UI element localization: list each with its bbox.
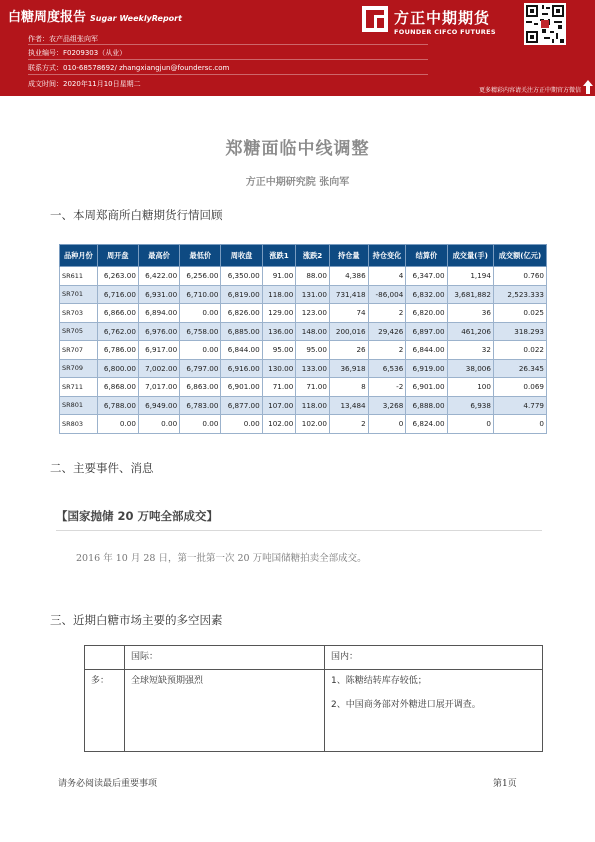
news-divider: [56, 530, 542, 531]
table-row: [85, 646, 543, 670]
contract-code-cell: SR707: [60, 341, 98, 360]
section-heading-events: 二、主要事件、消息: [50, 461, 154, 475]
table-cell: 4,386: [329, 267, 368, 286]
table-cell: 118.00: [296, 396, 330, 415]
table-cell: 461,206: [447, 322, 493, 341]
row-label-bullish: 多：: [85, 670, 125, 752]
contract-code-cell: SR709: [60, 359, 98, 378]
page-subtitle: 方正中期研究院 张向军: [245, 177, 350, 188]
table-cell: 6,263.00: [97, 267, 138, 286]
table-cell: 88.00: [296, 267, 330, 286]
table-cell: 0.00: [138, 415, 179, 434]
table-cell: 200,016: [329, 322, 368, 341]
intl-factor: [125, 670, 325, 752]
table-cell: 6,824.00: [406, 415, 447, 434]
table-cell: 107.00: [262, 396, 296, 415]
table-cell: 0: [368, 415, 406, 434]
table-cell: 6,938: [447, 396, 493, 415]
table-cell: 0.025: [493, 304, 546, 323]
col-header: 涨跌2: [296, 245, 330, 267]
table-cell: 32: [447, 341, 493, 360]
table-cell: 2: [368, 341, 406, 360]
table-cell: 2: [368, 304, 406, 323]
table-cell: 6,916.00: [221, 359, 262, 378]
company-logo: [362, 6, 512, 40]
table-cell: 0.760: [493, 267, 546, 286]
table-cell: 6,788.00: [97, 396, 138, 415]
table-cell: 131.00: [296, 285, 330, 304]
table-cell: 130.00: [262, 359, 296, 378]
table-cell: 6,866.00: [97, 304, 138, 323]
table-cell: 100: [447, 378, 493, 397]
section-heading-factors: 三、近期白糖市场主要的多空因素: [50, 613, 223, 627]
col-header: 成交量(手): [447, 245, 493, 267]
report-title: [8, 6, 182, 25]
table-cell: 6,762.00: [97, 322, 138, 341]
table-cell: 133.00: [296, 359, 330, 378]
table-cell: 1,194: [447, 267, 493, 286]
header-divider: [28, 44, 428, 45]
contract-code-cell: SR701: [60, 285, 98, 304]
col-header: 品种月份: [60, 245, 98, 267]
table-cell: 0.00: [180, 304, 221, 323]
report-title-en: Sugar WeeklyReport: [90, 14, 182, 23]
table-cell: 26: [329, 341, 368, 360]
table-row: [60, 341, 547, 360]
table-cell: 6,826.00: [221, 304, 262, 323]
col-header: 最低价: [180, 245, 221, 267]
founder-logo-icon: [362, 6, 388, 32]
table-cell: 7,017.00: [138, 378, 179, 397]
table-cell: 6,783.00: [180, 396, 221, 415]
table-cell: 6,716.00: [97, 285, 138, 304]
table-cell: 6,976.00: [138, 322, 179, 341]
table-cell: 26.345: [493, 359, 546, 378]
table-cell: 36,918: [329, 359, 368, 378]
table-cell: 3,681,882: [447, 285, 493, 304]
table-cell: 6,885.00: [221, 322, 262, 341]
table-cell: 6,877.00: [221, 396, 262, 415]
table-cell: 6,844.00: [406, 341, 447, 360]
table-cell: 29,426: [368, 322, 406, 341]
table-cell: 4.779: [493, 396, 546, 415]
news-body: 2016 年 10 月 28 日，第一批第一次 20 万吨国储糖拍卖全部成交。: [76, 553, 367, 564]
table-row: [60, 304, 547, 323]
table-cell: 6,868.00: [97, 378, 138, 397]
table-cell: 74: [329, 304, 368, 323]
contract-code-cell: SR801: [60, 396, 98, 415]
table-cell: 6,422.00: [138, 267, 179, 286]
logo-name-en: FOUNDER CIFCO FUTURES: [394, 28, 496, 36]
col-header-international: 国际：: [125, 646, 325, 670]
table-cell: 6,844.00: [221, 341, 262, 360]
table-cell: 6,949.00: [138, 396, 179, 415]
table-row: [60, 285, 547, 304]
table-cell: 6,917.00: [138, 341, 179, 360]
table-cell: 0: [493, 415, 546, 434]
table-cell: 71.00: [296, 378, 330, 397]
footer-disclaimer: 请务必阅读最后重要事项: [58, 779, 158, 789]
report-header: [0, 0, 595, 96]
table-cell: 6,820.00: [406, 304, 447, 323]
table-cell: -2: [368, 378, 406, 397]
report-title-cn: 白糖周度报告: [8, 10, 87, 25]
col-header: 成交额(亿元): [493, 245, 546, 267]
table-cell: 102.00: [262, 415, 296, 434]
domestic-factor-item: 1、陈糖结转库存较低；: [331, 676, 427, 686]
news-headline: 【国家抛储 20 万吨全部成交】: [56, 509, 219, 523]
domestic-factors: [325, 670, 543, 752]
col-header: 结算价: [406, 245, 447, 267]
table-cell: 0.00: [221, 415, 262, 434]
table-cell: 6,256.00: [180, 267, 221, 286]
table-cell: 123.00: [296, 304, 330, 323]
table-cell: 6,350.00: [221, 267, 262, 286]
logo-name-cn: 方正中期期货: [394, 9, 491, 27]
table-cell: 8: [329, 378, 368, 397]
col-header: 涨跌1: [262, 245, 296, 267]
table-cell: 6,800.00: [97, 359, 138, 378]
col-header: 持仓量: [329, 245, 368, 267]
table-cell: 6,894.00: [138, 304, 179, 323]
table-header-row: [60, 245, 547, 267]
table-row: [60, 267, 547, 286]
col-header: 周开盘: [97, 245, 138, 267]
header-divider: [28, 59, 428, 60]
table-cell: 6,819.00: [221, 285, 262, 304]
page-title: 郑糖面临中线调整: [225, 139, 370, 159]
table-cell: 6,832.00: [406, 285, 447, 304]
table-row: [85, 670, 543, 752]
table-cell: 0: [447, 415, 493, 434]
col-header: 最高价: [138, 245, 179, 267]
table-cell: 0.00: [180, 341, 221, 360]
contract-code-cell: SR705: [60, 322, 98, 341]
table-row: [60, 378, 547, 397]
table-cell: 71.00: [262, 378, 296, 397]
table-cell: 2: [329, 415, 368, 434]
up-arrow-icon: [583, 80, 593, 94]
table-cell: 136.00: [262, 322, 296, 341]
table-cell: 118.00: [262, 285, 296, 304]
contract-code-cell: SR703: [60, 304, 98, 323]
table-cell: 38,006: [447, 359, 493, 378]
domestic-factor-item: 2、中国商务部对外糖进口展开调查。: [331, 700, 481, 710]
table-cell: 4: [368, 267, 406, 286]
table-cell: 318.293: [493, 322, 546, 341]
table-cell: 2,523.333: [493, 285, 546, 304]
table-cell: 13,484: [329, 396, 368, 415]
col-header: 持仓变化: [368, 245, 406, 267]
table-row: [60, 396, 547, 415]
table-cell: 0.00: [180, 415, 221, 434]
table-cell: 0.069: [493, 378, 546, 397]
table-cell: 6,863.00: [180, 378, 221, 397]
table-cell: 102.00: [296, 415, 330, 434]
table-cell: 6,897.00: [406, 322, 447, 341]
table-row: [60, 415, 547, 434]
wechat-notice: 更多精彩内容请关注方正中期官方微信: [478, 87, 581, 94]
table-cell: 6,797.00: [180, 359, 221, 378]
table-cell: 0.022: [493, 341, 546, 360]
table-cell: 731,418: [329, 285, 368, 304]
table-cell: 36: [447, 304, 493, 323]
table-cell: 6,901.00: [221, 378, 262, 397]
table-cell: 6,919.00: [406, 359, 447, 378]
date-line: 成文时间：2020年11月10日星期二: [28, 80, 141, 88]
header-divider: [28, 74, 428, 75]
table-cell: 6,536: [368, 359, 406, 378]
page-number: 第1页: [493, 779, 517, 789]
market-table: [59, 244, 547, 434]
wechat-qr-code-icon[interactable]: [524, 3, 566, 45]
table-cell: 0.00: [97, 415, 138, 434]
contact-line: 联系方式：010-68578692/ zhangxiangjun@foundersc.com: [28, 64, 230, 72]
empty-cell: [85, 646, 125, 670]
table-cell: 3,268: [368, 396, 406, 415]
table-row: [60, 322, 547, 341]
table-cell: 6,931.00: [138, 285, 179, 304]
section-heading-market-review: 一、本周郑商所白糖期货行情回顾: [50, 208, 223, 222]
contract-code-cell: SR711: [60, 378, 98, 397]
author-line: 作者：农产品组张向军: [28, 35, 98, 43]
table-cell: 95.00: [262, 341, 296, 360]
table-cell: 7,002.00: [138, 359, 179, 378]
license-line: 执业编号：F0209303（从业）: [28, 49, 127, 57]
table-cell: 129.00: [262, 304, 296, 323]
table-cell: 6,786.00: [97, 341, 138, 360]
table-cell: -86,004: [368, 285, 406, 304]
contract-code-cell: SR803: [60, 415, 98, 434]
factors-table: [84, 645, 543, 752]
table-cell: 6,758.00: [180, 322, 221, 341]
col-header: 周收盘: [221, 245, 262, 267]
table-cell: 6,888.00: [406, 396, 447, 415]
contract-code-cell: SR611: [60, 267, 98, 286]
table-row: [60, 359, 547, 378]
table-cell: 95.00: [296, 341, 330, 360]
table-cell: 148.00: [296, 322, 330, 341]
col-header-domestic: 国内：: [325, 646, 543, 670]
table-cell: 91.00: [262, 267, 296, 286]
table-cell: 6,347.00: [406, 267, 447, 286]
table-cell: 6,710.00: [180, 285, 221, 304]
table-cell: 6,901.00: [406, 378, 447, 397]
intl-factor-item: 全球短缺预期强烈: [131, 676, 204, 686]
